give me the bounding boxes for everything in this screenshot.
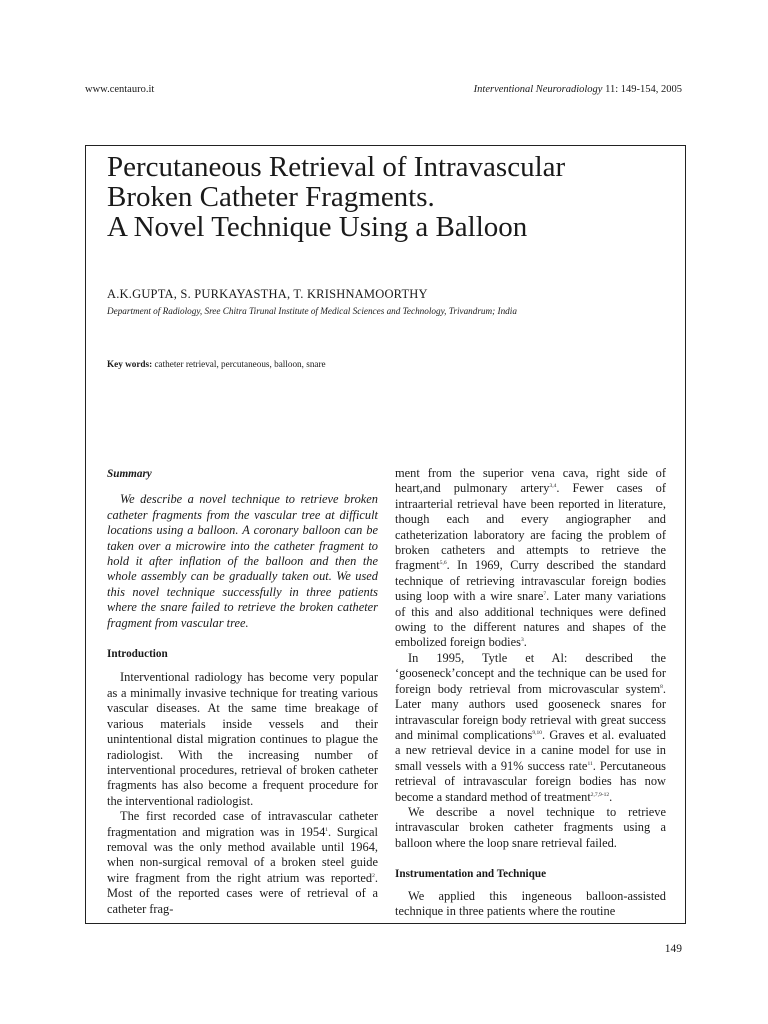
keywords-label: Key words: (107, 359, 153, 369)
ref-9: 11 (587, 760, 593, 767)
right-column (395, 466, 666, 919)
ref-8: 9,10 (532, 729, 542, 736)
journal-citation (474, 84, 682, 95)
title-line-3: A Novel Technique Using a Balloon (107, 211, 528, 243)
intro-paragraph-4: We describe a novel technique to retrieve intravascular broken catheter fragments using a balloon where the loop snare retrieval failed. (395, 804, 666, 850)
authors: A.K.GUPTA, S. PURKAYASTHA, T. KRISHNAMOORTHY (107, 287, 428, 301)
intro-paragraph-3: In 1995, Tytle et Al: described the ‘gooseneck’concept and the technique can be used for foreign body retrieval from microvascular system$^8$. Later many authors used gooseneck snares for intravascular foreign body retrieval with great success and minimal complications$^{9,10}$. Graves et al. evaluated a new retrieval device in a canine model for use in small vessels with a 91% success rate$^{11}$. Percutaneous retrieval of intravascular foreign bodies has now become a standard method of treatment$^{2,7,9-12}$. (395, 650, 666, 804)
ref-2: 2 (372, 872, 375, 879)
summary-text: We describe a novel technique to retrieve broken catheter fragments from the vascular tree at difficult locations using a balloon. A coronary balloon can be taken over a microwire into the catheter fragment to hold it after inflation of the balloon and then the whole assembly can be gradually taken out. We used this novel technique successfully in three patients where the snare failed to retrieve the broken catheter fragment from vascular tree. (107, 492, 378, 630)
ref-5: 7 (543, 591, 547, 598)
introduction-heading: Introduction (107, 648, 168, 661)
affiliation: Department of Radiology, Sree Chitra Tirunal Institute of Medical Sciences and Technology, Trivandrum; India (107, 306, 517, 316)
keywords-text: catheter retrieval, percutaneous, balloon, snare (154, 359, 326, 369)
intro-paragraph-1: Interventional radiology has become very popular as a minimally invasive technique for treating various vascular diseases. At the same time breakage of various materials inside vessels and their unintentional distal migration continues to plague the radiologist. With the increasing number of interventional procedures, retrieval of broken catheter fragments has also become a frequent procedure for the interventional radiologist. (107, 670, 378, 808)
intro-paragraph-2-cont: ment from the superior vena cava, right side of heart,and pulmonary artery$^{3,4}$. Fewer cases of intraarterial retrieval have been reported in literature, though each and every angiographer and catheterization laboratory are facing the problem of broken catheters and attempts to retrieve the fragment$^{5,6}$. In 1969, Curry described the standard technique of retrieving intravascular foreign bodies using loop with a wire snare$^7$. Later many variations of this and also additional techniques were defined owing to the different natures and shapes of the embolized foreign bodies$^3$. (395, 466, 666, 650)
ref-10: 2,7,9-12 (590, 791, 610, 798)
intro-paragraph-2: The first recorded case of intravascular catheter fragmentation and migration was in 1954$^1$. Surgical removal was the only method available until 1964, when non-surgical removal of a broken steel guide wire fragment from the right atrium was reported$^2$. Most of the reported cases were of retrieval of a catheter frag- (107, 809, 379, 916)
title-line-1: Percutaneous Retrieval of Intravascular (107, 151, 566, 183)
article-title (107, 152, 667, 242)
ref-7: 8 (660, 683, 663, 690)
summary-heading: Summary (107, 468, 152, 480)
page-number: 149 (664, 943, 682, 955)
title-line-2: Broken Catheter Fragments. (107, 181, 435, 213)
left-column (107, 467, 378, 917)
instrumentation-paragraph-1: We applied this ingeneous balloon-assisted technique in three patients where the routine (395, 888, 666, 918)
journal-name: Interventional Neuroradiology (473, 84, 603, 95)
ref-4: 5,6 (439, 560, 447, 567)
instrumentation-heading: Instrumentation and Technique (395, 868, 547, 881)
volume-pages: 11: 149-154, 2005 (605, 84, 682, 95)
ref-1: 1 (325, 826, 329, 833)
journal-website: www.centauro.it (85, 84, 155, 95)
keywords (107, 359, 326, 369)
ref-6: 3 (520, 637, 524, 644)
ref-3: 3,4 (549, 483, 557, 490)
